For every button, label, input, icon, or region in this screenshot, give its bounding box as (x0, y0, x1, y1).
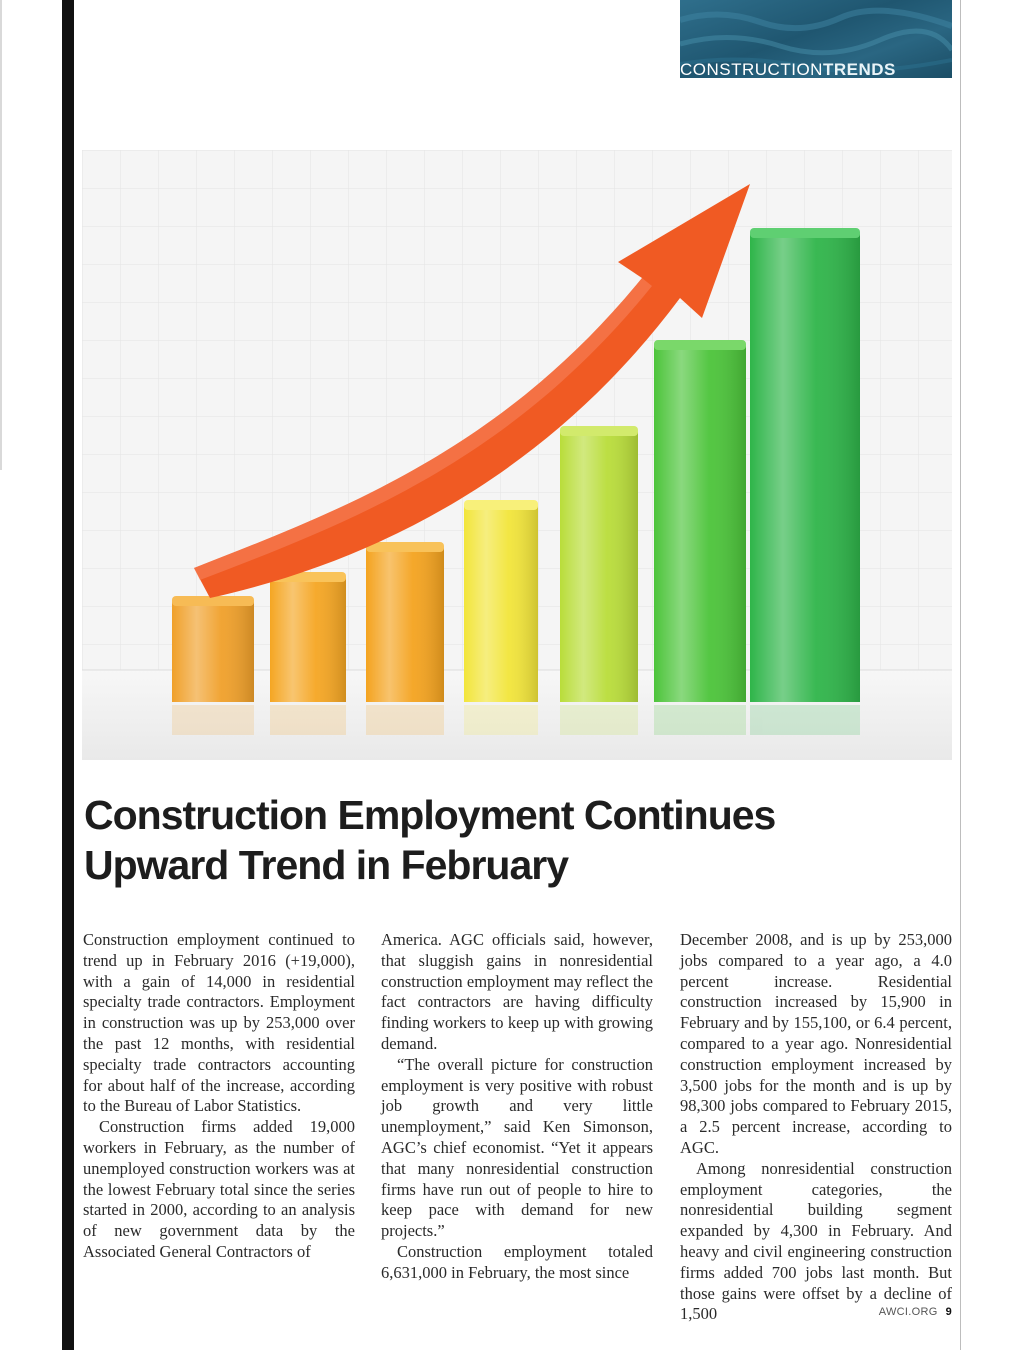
bar-6 (654, 340, 746, 702)
headline-line-2: Upward Trend in February (84, 842, 569, 888)
page-number: 9 (945, 1306, 952, 1318)
bar-reflections (172, 705, 860, 735)
headline-line-1: Construction Employment Continues (84, 792, 776, 838)
bar-7 (750, 228, 860, 702)
section-header-label (680, 60, 952, 80)
col1-paragraph-1: Construction employment continued to trend up in February 2016 (+19,000), with a gain of 14,000 in residential specialty trade contractors. Employment in construction was up by 253,000 over the past 12 months, with residential specialty trade contractors accounting for about half of the increase, according to the Bureau of Labor Statistics. (83, 930, 355, 1116)
footer-site: AWCI.ORG (878, 1306, 938, 1318)
col2-paragraph-1: America. AGC officials said, however, that sluggish gains in nonresidential construction employment may reflect the fact contractors are having difficulty finding workers to keep up with growing demand. (381, 930, 653, 1053)
page-footer (879, 1306, 952, 1318)
binding-spine (62, 0, 74, 1350)
hero-illustration (82, 150, 952, 760)
bar-2 (270, 572, 346, 702)
body-column-1 (83, 930, 355, 1263)
bar-1 (172, 596, 254, 702)
col2-paragraph-2: “The overall picture for construction employment is very positive with robust job growth and very little unemployment,” said Ken Simonson, AGC’s chief economist. “Yet it appears that many nonresidential construction firms have run out of people to hire to keep pace with demand for new projects.” (381, 1054, 653, 1241)
article-headline (84, 790, 944, 890)
section-header-light: CONSTRUCTION (680, 60, 823, 79)
col3-paragraph-1: December 2008, and is up by 253,000 jobs compared to a year ago, a 4.0 percent increase. Residential construction increased by 15,900 in February and by 155,100, or 6.4 percent, compared to a year ago. Nonresidential construction employment increased by 3,500 jobs for the month and is up by 98,300 jobs compared to February 2015, a 2.5 percent increase, according to AGC. (680, 930, 952, 1157)
body-column-3 (680, 930, 952, 1325)
col2-paragraph-3: Construction employment totaled 6,631,000 in February, the most since (381, 1241, 653, 1282)
right-margin-rule (960, 0, 961, 1350)
bar-3 (366, 542, 444, 702)
bar-4 (464, 500, 538, 702)
bar-chart-growth-illustration-icon (82, 150, 952, 760)
page-edge-line (0, 0, 2, 470)
col3-paragraph-2: Among nonresidential construction employment categories, the nonresidential building segment expanded by 4,300 in February. And heavy and civil engineering construction firms added 700 jobs last month. But those gains were offset by a decline of 1,500 (680, 1158, 952, 1324)
bar-5 (560, 426, 638, 702)
col1-paragraph-2: Construction firms added 19,000 workers in February, as the number of unemployed construction workers was at the lowest February total since the series started in 2000, according to an analysis of new government data by the Associated General Contractors of (83, 1117, 355, 1261)
body-column-2 (381, 930, 653, 1284)
section-header-bold: TRENDS (822, 60, 896, 79)
